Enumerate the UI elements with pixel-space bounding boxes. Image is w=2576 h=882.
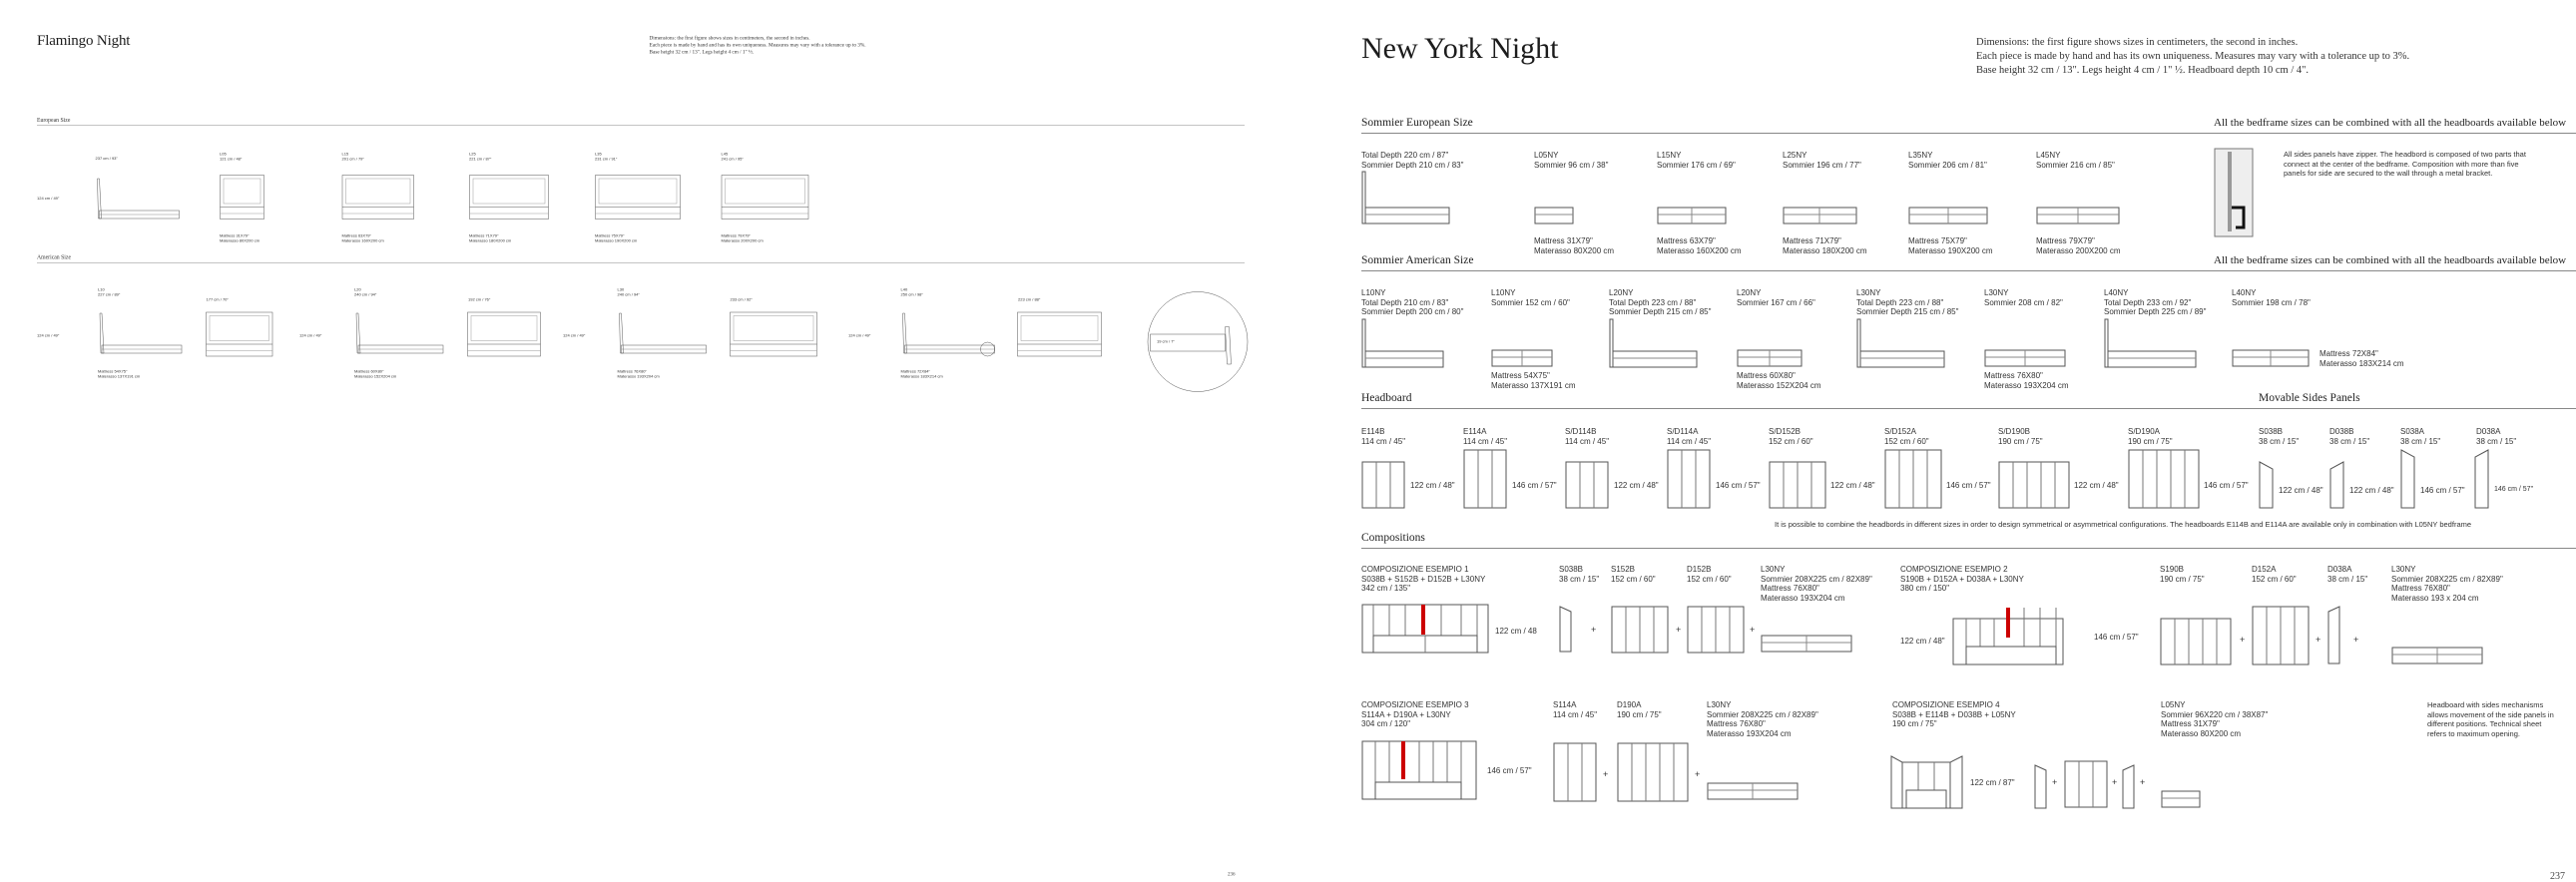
sommier-front [1984,349,2066,369]
bed-side-view [2104,317,2198,369]
composition-drawing [1361,740,1479,802]
side-panel [2327,606,2341,665]
bed-side-view [1856,317,1946,369]
divider [1361,548,2576,549]
plus-sign: + [1603,769,1609,779]
sommier-front [1783,207,1857,226]
composition-drawing [1890,754,1964,810]
composition-header: COMPOSIZIONE ESEMPIO 2 S190B + D152A + D038A + L30NY 380 cm / 150" [1900,565,2024,594]
headboard-panel [1769,461,1826,511]
divider [1361,270,2576,271]
item-label: L05 121 cm / 48" [220,152,243,162]
item-label: L10 227 cm / 89" [98,287,121,297]
section-title: Compositions [1361,532,1425,544]
divider [1361,133,2576,134]
divider [1361,408,2576,409]
headboard-panel [2252,606,2310,665]
page-title: New York Night [1361,32,1559,65]
side-panel [2034,764,2048,810]
bed-side-view [1361,317,1445,369]
zipper-detail-icon [2214,148,2254,239]
headboard-panel [1667,449,1711,511]
composition-header: COMPOSIZIONE ESEMPIO 1 S038B + S152B + D152B + L30NY 342 cm / 135" [1361,565,1486,594]
item-label: L25 221 cm / 87" [469,152,492,162]
left-page: Flamingo Night Dimensions: the first figure shows sizes in centimeters, the second in inches. Each piece is made by hand and has its own uniqueness. Measures may vary with a tolerance up to 3%. Base height 32 cm / 13". Legs height 4 cm / 1" ½. European Size 237 cm / 93" 124 cm / 49" L05 121 cm / 48" Mattress 31X79" Materasso 80X200 cm L15 201 cm / 79" Mattress 63X79" Materasso 160X200 cm L25 221 cm / 87" Mattress 71X79" Materasso 180X200 cm L35 231 cm / 91" Mattress 75X79" Materasso 190X200 cm L45 241 cm / 95" Mattress 79X79" Materasso 200X200 cm American Size L10 227 cm / 89" 124 cm / 49" 177 cm / 70" Mattress 54X75" Materasso 137X191 cm L20 240 cm / 94" 124 cm / 49" 192 cm / 76" Mattress 60X80" Materasso 152X204 cm L30 240 cm / 94" 124 cm / 49" 233 cm / 92" Mattress 76X80" Materasso 193X204 cm L40 250 cm / 98" 124 cm / 49" 223 cm / 88" Mattress 72X84" Materasso 183X214 cm 19 cm / 7" 236 [0,0,1248,881]
headboard-panel [2128,449,2200,511]
plus-sign: + [2112,777,2118,787]
headboard-panel [1361,461,1405,511]
section-title: Headboard [1361,392,1412,404]
bed-side-view [1609,317,1699,369]
item-label: L15 201 cm / 79" [341,152,364,162]
plus-sign: + [2240,635,2246,645]
sommier-front [2391,647,2483,666]
zipper-note: All sides panels have zipper. The headbord is composed of two parts that connect at the center of the bedframe. Composition with more than five panels for side are secured to the wall through a metal bracket. [2284,150,2526,178]
section-title: Sommier European Size [1361,117,1473,129]
composition-drawing [1952,607,2066,666]
sommier-front [1491,349,1553,369]
headboard-panel [1565,461,1609,511]
plus-sign: + [2140,777,2146,787]
section-title: Sommier American Size [1361,254,1474,266]
section-title: Movable Sides Panels [2259,392,2360,404]
mattress-label: Mattress 31X79" Materasso 80X200 cm [220,233,260,243]
sommier-front [2036,207,2120,226]
sommier-front [1707,782,1799,802]
composition-header: COMPOSIZIONE ESEMPIO 4 S038B + E114B + D038B + L05NY 190 cm / 75" [1892,700,2016,729]
headboard-panel [1884,449,1942,511]
headboard-panel [1998,461,2070,511]
intro-text: Dimensions: the first figure shows sizes in centimeters, the second in inches. Each piece is made by hand and has its own uniqueness. Measures may vary with a tolerance up to 3%. Base height 32 cm / 13". Legs height 4 cm / 1" ½. [649,35,866,55]
section-note: All the bedframe sizes can be combined with all the headboards available below [2214,254,2567,266]
plus-sign: + [2353,635,2359,645]
side-panel [2400,449,2416,511]
side-panel [2122,764,2136,810]
section-title: European Size [37,117,71,124]
sommier-front [1657,207,1727,226]
intro-text: Dimensions: the first figure shows sizes in centimeters, the second in inches. Each piece is made by hand and has its own uniqueness. Measures may vary with a tolerance up to 3%. Base height 32 cm / 13". Legs height 4 cm / 1" ½. Headboard depth 10 cm / 4". [1976,37,2410,76]
item-label: L45 241 cm / 95" [721,152,744,162]
bed-side-view [1361,170,1451,225]
page-number: 237 [2550,871,2565,882]
right-page-native: New York Night Dimensions: the first figure shows sizes in centimeters, the second in inches. Each piece is made by hand and has its own uniqueness. Measures may vary with a tolerance up to 3%. Base height 32 cm / 13". Legs height 4 cm / 1" ½. Headboard depth 10 cm / 4". Sommier European Size All the bedframe sizes can be combined with all the headboards available below Total Depth 220 cm / 87" Sommier Depth 210 cm / 83" L05NY Sommier 96 cm / 38" Mattress 31X79" Materasso 80X200 cm L15NY Sommier 176 cm / 69" Mattress 63X79" Materasso 160X200 cm L25NY Sommier 196 cm / 77" Mattress 71X79" Materasso 180X200 cm L35NY Sommier 206 cm / 81" Mattress 75X79" Materasso 190X200 cm L45NY Sommier 216 cm / 85" Mattress 79X79" Materasso 200X200 cm All sides panels have zipper. The headbord is composed of two parts that connect at the center of the bedframe. Composition with more than five panels for side are secured to the wall through a metal bracket. Sommier American Size All the bedframe sizes can be combined with all the headboards available below L10NY Total Depth 210 cm / 83" Sommier Depth 200 cm / 80" L10NY Sommier 152 cm / 60" Mattress 54X75" Materasso 137X191 cm L20NY Total Depth 223 cm / 88" Sommier Depth 215 cm / 85" L20NY Sommier 167 cm / 66" Mattress 60X80" Materasso 152X204 cm L30NY Total Depth 223 cm / 88" Sommier Depth 215 cm / 85" L30NY Sommier 208 cm / 82" Mattress 76X80" Materasso 193X204 cm L40NY Total Depth 233 cm / 92" Sommier Depth 225 cm / 89" L40NY Sommier 198 cm / 78" Mattress 72X84" Materasso 183X214 cm Headboard Movable Sides Panels E114B 114 cm / 45" 122 cm / 48" E114A 114 cm / 45" 146 cm / 57" S/D114B 114 cm / 45" 122 cm / 48" S/D114A 114 cm / 45" 146 cm / 57" S/D152B 152 cm / 60" 122 cm / 48" S/D152A 152 cm / 60" 146 cm / 57" S/D190B 190 cm / 75" 122 cm / 48" S/D190A 190 cm / 75" 146 cm / 57" S038B 38 cm / 15" 122 cm / 48" D038B 38 cm / 15" 122 cm / 48" S038A 38 cm / 15" 146 cm / 57" D038A 38 cm / 15" 146 cm / 57" It is possible to combine the headbords in different sizes in order to design symmetrical or asymmetrical configurations. The headboards E114B and E114A are available only in combination with L05NY bedframe Compositions COMPOSIZIONE ESEMPIO 1 S038B + S152B + D152B + L30NY 342 cm / 135" 122 cm / 48 S038B 38 cm / 15" + S152B 152 cm / 60" + D152B 152 cm / 60" + L30NY Sommier 208X225 cm / 82X89" Mattress 76X80" Materasso 193X204 cm COMPOSIZIONE ESEMPIO 2 S190B + D152A + D038A + L30NY 380 cm / 150" 122 cm / 48" 146 cm / 57" S190B 190 cm / 75" + D152A 152 cm / 60" + D038A 38 cm / 15" + L30NY Sommier 208X225 cm / 82X89" Mattress 76X80" Materasso 193 x 204 cm COMPOSIZIONE ESEMPIO 3 S114A + D190A + L30NY 304 cm / 120" 146 cm / 57" S114A 114 cm / 45" + D190A 190 cm / 75" + L30NY Sommier 208X225 cm / 82X89" Mattress 76X80" Materasso 193X204 cm COMPOSIZIONE ESEMPIO 4 S038B + E114B + D038B + L05NY 190 cm / 75" 122 cm / 87" + + + L05NY Sommier 96X220 cm / 38X87" Mattress 31X79" Materasso 80X200 cm Headboard with sides mechanisms allows movement of the side panels in different positions. Technical sheet refers to maximum opening. 237 [0,0,2495,881]
sommier-front [1908,207,1988,226]
plus-sign: + [1695,769,1701,779]
side-panel [2329,461,2345,511]
composition-drawing [1361,604,1491,656]
mattress-label: Mattress 71X79" Materasso 180X200 cm [469,233,512,243]
sommier-front [1761,635,1852,655]
section-note: All the bedframe sizes can be combined with all the headboards available below [2214,117,2567,129]
headboard-panel [1617,742,1689,802]
mattress-label: Mattress 72X84" Materasso 183X214 cm [900,369,943,379]
sommier-front [2232,349,2310,369]
plus-sign: + [2316,635,2321,645]
composition-header: COMPOSIZIONE ESEMPIO 3 S114A + D190A + L30NY 304 cm / 120" [1361,700,1469,729]
plus-sign: + [2052,777,2058,787]
section-title: American Size [37,254,72,260]
sommier-front [1737,349,1803,369]
mattress-label: Mattress 76X80" Materasso 193X204 cm [617,369,660,379]
mechanism-note: Headboard with sides mechanisms allows movement of the side panels in different positions. Technical sheet refers to maximum opening. [2427,700,2554,738]
mattress-label: Mattress 63X79" Materasso 160X200 cm [341,233,384,243]
mattress-label: Mattress 54X75" Materasso 137X191 cm [98,369,141,379]
sommier-front [2161,790,2201,810]
mattress-label: Mattress 75X79" Materasso 190X200 cm [595,233,638,243]
headboard-panel [1553,742,1597,802]
item-label: L30 240 cm / 94" [617,287,640,297]
item-label: L20 240 cm / 94" [354,287,377,297]
page-title: Flamingo Night [37,32,131,49]
side-panel [2474,449,2490,511]
side-panel [1559,606,1573,654]
headboard-panel [2064,760,2108,810]
side-panel [2259,461,2275,511]
sommier-front [1534,207,1574,226]
mattress-label: Mattress 60X80" Materasso 152X204 cm [354,369,397,379]
item-label: L40 250 cm / 98" [900,287,923,297]
headboard-note: It is possible to combine the headbords in different sizes in order to design symmetrical or asymmetrical configurations. The headboards E114B and E114A are available only in combination with L05NY bedframe [1775,520,2472,529]
mattress-label: Mattress 79X79" Materasso 200X200 cm [721,233,764,243]
headboard-panel [1463,449,1507,511]
plus-sign: + [1676,625,1682,635]
headboard-panel [2160,618,2232,665]
item-label: L35 231 cm / 91" [595,152,618,162]
headboard-panel [1611,606,1669,654]
headboard-panel [1687,606,1745,654]
plus-sign: + [1591,625,1597,635]
plus-sign: + [1750,625,1756,635]
